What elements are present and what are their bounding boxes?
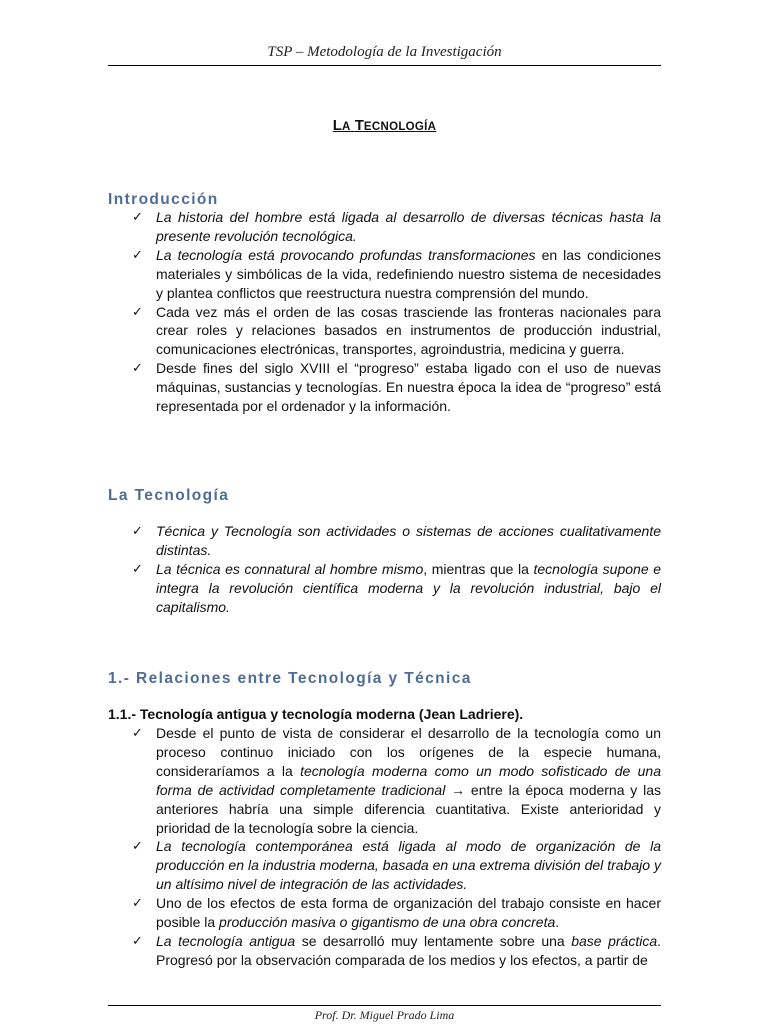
check-mark-icon: ✓ bbox=[132, 209, 143, 224]
page-header: TSP – Metodología de la Investigación bbox=[267, 44, 502, 60]
list-item bbox=[108, 894, 661, 932]
list-item-text: base práctica bbox=[571, 932, 658, 949]
list-item-text: Desde fines del siglo XVIII el “progreso” estaba ligado con el uso de nuevas máquinas, sustancias y tecnologías. En nuestra época la idea de “progreso” está representada por el ordenador y la información. bbox=[156, 360, 661, 415]
list-item-text: tecnología moderna como un modo sofisticado de una forma de actividad completamente tradicional bbox=[156, 762, 661, 798]
check-mark-icon: ✓ bbox=[132, 895, 143, 911]
list-item bbox=[108, 359, 661, 416]
list-item bbox=[108, 724, 661, 837]
list-item bbox=[108, 837, 661, 894]
relaciones-list bbox=[108, 724, 661, 970]
list-item-text: Técnica y Tecnología son actividades o sistemas de acciones cualitativamente distintas. bbox=[156, 523, 661, 558]
list-item-text: . bbox=[555, 914, 560, 931]
check-mark-icon: ✓ bbox=[132, 523, 143, 538]
subsection-heading: 1.1.- Tecnología antigua y tecnología moderna (Jean Ladriere). bbox=[108, 706, 524, 722]
list-item-text: . Progresó por la observación comparada de los medios y los efectos, a partir de bbox=[156, 932, 661, 968]
footer-rule bbox=[108, 1005, 661, 1006]
section-heading-relaciones: 1.- Relaciones entre Tecnología y Técnica bbox=[108, 670, 472, 687]
section-heading-introduccion: Introducción bbox=[108, 191, 219, 208]
list-item bbox=[108, 246, 661, 303]
list-item bbox=[108, 522, 661, 560]
title-word-rest: A bbox=[341, 121, 351, 133]
check-mark-icon: ✓ bbox=[132, 838, 143, 854]
header-rule bbox=[108, 65, 661, 66]
list-item-text: Cada vez más el orden de las cosas trasciende las fronteras nacionales para crear roles y relaciones basados en instrumentos de producción industrial, comunicaciones electrónicas, transportes, agroindustria, medicina y guerra. bbox=[156, 303, 661, 358]
list-item-text: , mientras que la bbox=[423, 560, 534, 577]
list-item-text: producción masiva o gigantismo de una obra concreta bbox=[219, 914, 556, 931]
list-item bbox=[108, 303, 661, 360]
list-item-text: La tecnología antigua bbox=[156, 932, 296, 949]
list-item-text: en las condiciones materiales y simbólicas de la vida, redefiniendo nuestro sistema de necesidades y plantea conflictos que reestructura nuestra comprensión del mundo. bbox=[156, 246, 662, 301]
list-item-text: Uno de los efectos de esta forma de organización del trabajo consiste en hacer posible la bbox=[156, 895, 661, 931]
check-mark-icon: ✓ bbox=[132, 246, 143, 262]
list-item bbox=[108, 932, 661, 970]
title-letter-l: L bbox=[332, 117, 342, 134]
list-item-text: se desarrolló muy lentamente sobre una bbox=[295, 932, 572, 949]
list-item-text: La técnica es connatural al hombre mismo bbox=[156, 560, 424, 577]
list-item-text: La tecnología contemporánea está ligada al modo de organización de la producción en la industria moderna, basada en una extrema división del trabajo y un altísimo nivel de integración de las actividades. bbox=[156, 838, 661, 893]
check-mark-icon: ✓ bbox=[132, 725, 143, 740]
page-footer: Prof. Dr. Miguel Prado Lima bbox=[314, 1008, 455, 1022]
check-mark-icon: ✓ bbox=[132, 560, 143, 576]
tecnologia-list bbox=[108, 522, 661, 617]
list-item-text: La historia del hombre está ligada al desarrollo de diversas técnicas hasta la presente revolución tecnológica. bbox=[156, 209, 661, 244]
list-item-text: → entre la época moderna y las anteriores habría una simple diferencia cuantitativa. Existe anterioridad y prioridad de la tecnología sobre la ciencia. bbox=[156, 781, 661, 836]
introduccion-list bbox=[108, 208, 661, 416]
list-item bbox=[108, 208, 661, 246]
list-item bbox=[108, 560, 661, 617]
list-item-text: Desde el punto de vista de considerar el desarrollo de la tecnología como un proceso continuo iniciado con los orígenes de la especie humana, consideraríamos a la bbox=[156, 725, 661, 779]
check-mark-icon: ✓ bbox=[132, 932, 143, 948]
check-mark-icon: ✓ bbox=[132, 360, 143, 376]
list-item-text: tecnología supone e integra la revolución científica moderna y la revolución industrial, bajo el capitalismo. bbox=[156, 560, 661, 615]
title-word-rest: ECNOLOGÍA bbox=[363, 121, 437, 133]
title-letter-t: T bbox=[354, 117, 364, 134]
section-heading-tecnologia: La Tecnología bbox=[108, 487, 230, 504]
document-title bbox=[108, 117, 661, 134]
list-item-text: La tecnología está provocando profundas transformaciones bbox=[156, 246, 536, 263]
check-mark-icon: ✓ bbox=[132, 303, 143, 319]
